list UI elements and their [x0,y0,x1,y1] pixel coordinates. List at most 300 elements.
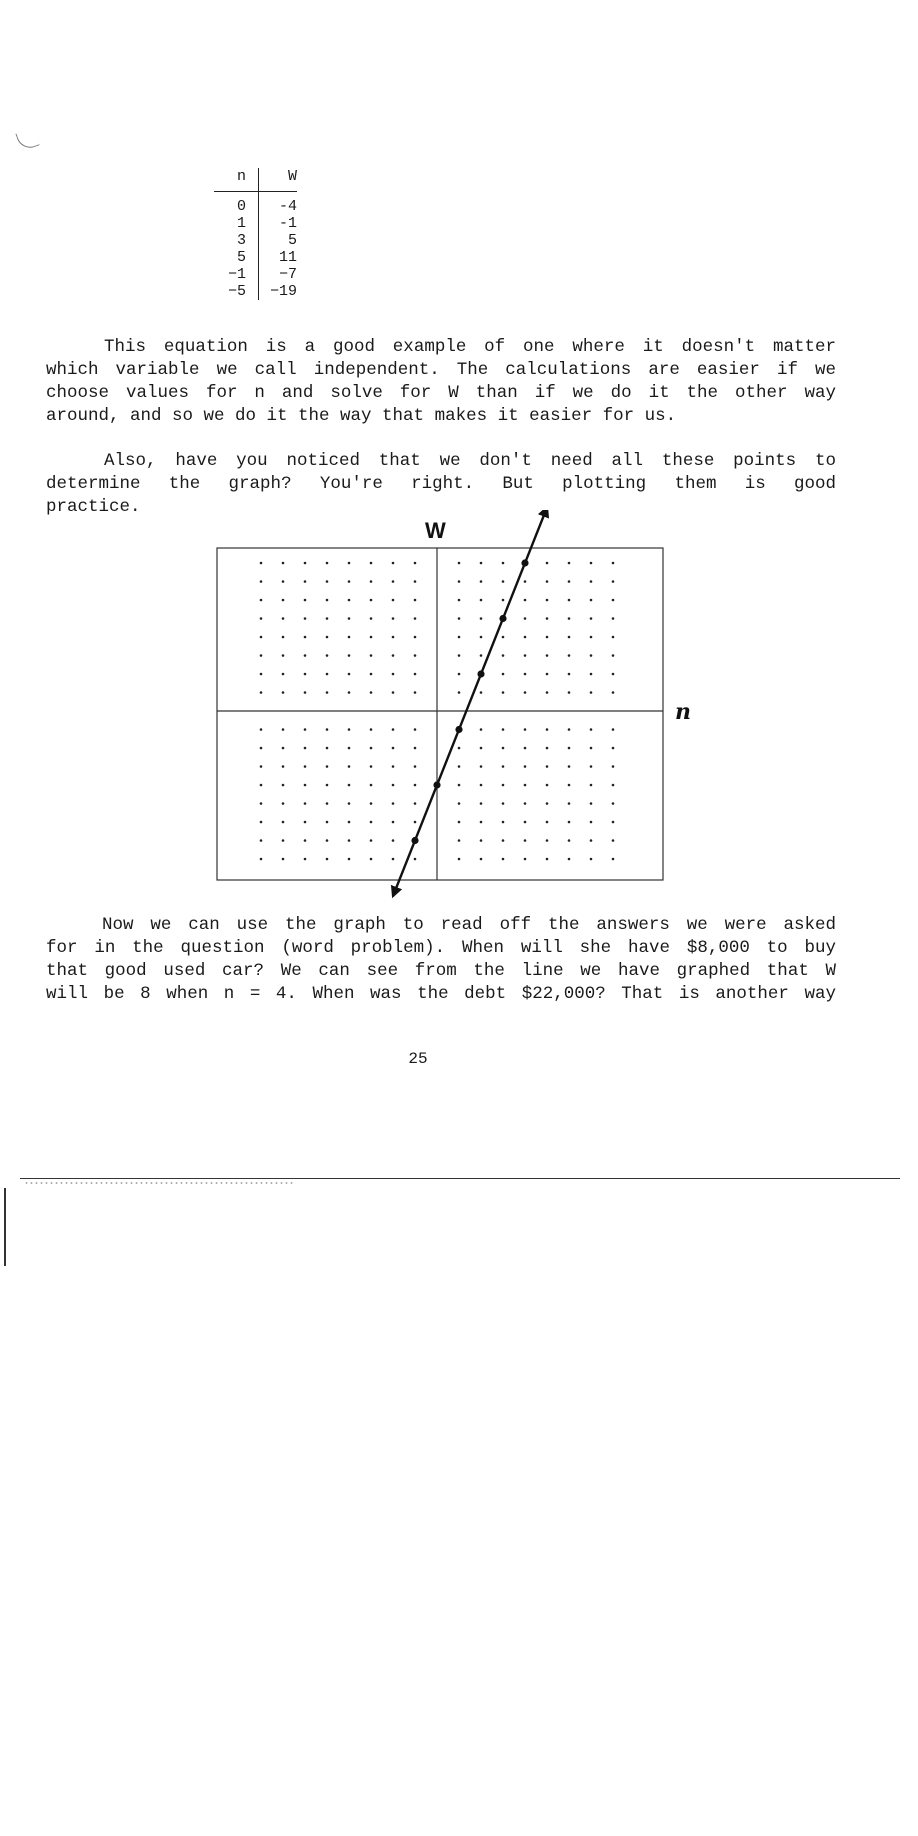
grid-dot [260,599,263,602]
grid-dot [502,784,505,787]
grid-dot [326,691,329,694]
grid-dot [546,858,549,861]
grid-dot [524,580,527,583]
grid-dot [304,858,307,861]
grid-dot [590,784,593,787]
grid-dot [458,636,461,639]
grid-dot [304,839,307,842]
text-line: Now we can use the graph to read off the answers we were asked [102,915,836,935]
scan-corner-mark [15,127,39,151]
grid-dot [304,617,307,620]
data-point [455,726,462,733]
grid-dot [370,617,373,620]
grid-dot [480,839,483,842]
grid-dot [458,858,461,861]
grid-dot [414,728,417,731]
grid-dot [260,617,263,620]
grid-dot [568,802,571,805]
grid-dot [260,839,263,842]
grid-dot [480,802,483,805]
grid-dot [370,858,373,861]
grid-dot [568,691,571,694]
grid-dot [414,599,417,602]
grid-dot [260,784,263,787]
grid-dot [524,599,527,602]
grid-dot [546,636,549,639]
grid-dot [568,654,571,657]
grid-dot [524,839,527,842]
grid-dot [612,599,615,602]
grid-dot [414,673,417,676]
graph-frame [217,548,663,880]
grid-dot [414,821,417,824]
grid-dot [546,617,549,620]
grid-dot [260,728,263,731]
grid-dot [458,802,461,805]
grid-dot [502,691,505,694]
grid-dot [260,673,263,676]
grid-dot [590,747,593,750]
grid-dot [612,802,615,805]
grid-dot [348,784,351,787]
grid-dot [348,580,351,583]
grid-dot [392,636,395,639]
table-row [214,192,297,216]
grid-dot [568,728,571,731]
paragraph-equation-example [46,336,836,428]
grid-dot [282,580,285,583]
text-line: around, and so we do it the way that makes it easier for us. [46,406,677,426]
grid-dot [480,636,483,639]
grid-dot [458,673,461,676]
grid-dot [392,673,395,676]
text-line: which variable we call independent. The calculations are easier if we [46,360,836,380]
grid-dot [414,562,417,565]
grid-dot [282,673,285,676]
grid-dot [304,728,307,731]
grid-dot [260,802,263,805]
grid-dot [392,747,395,750]
grid-dot [458,821,461,824]
grid-dot [304,784,307,787]
grid-dot [304,599,307,602]
grid-dot [546,747,549,750]
grid-dot [370,673,373,676]
grid-dot [480,617,483,620]
grid-dot [392,617,395,620]
grid-dot [546,839,549,842]
grid-dot [524,821,527,824]
grid-dot [502,599,505,602]
grid-dot [414,802,417,805]
grid-dot [260,654,263,657]
grid-dot [370,599,373,602]
grid-dot [480,728,483,731]
text-line: Also, have you noticed that we don't need all these points to [104,451,836,471]
grid-dot [590,562,593,565]
grid-dot [590,599,593,602]
grid-dot [502,839,505,842]
text-line: for in the question (word problem). When will she have $8,000 to buy [46,938,836,958]
grid-dot [568,636,571,639]
grid-dot [612,636,615,639]
grid-dot [392,654,395,657]
grid-dot [304,654,307,657]
grid-dot [392,839,395,842]
grid-dot [326,599,329,602]
grid-dot [524,728,527,731]
grid-dot [590,858,593,861]
grid-dot [458,580,461,583]
grid-dot [568,562,571,565]
grid-dot [304,691,307,694]
grid-dot [480,580,483,583]
grid-dot [392,784,395,787]
grid-dot [348,562,351,565]
grid-dot [392,599,395,602]
grid-dot [370,691,373,694]
grid-dot [502,673,505,676]
grid-dot [568,580,571,583]
table-row [214,266,297,283]
grid-dot [370,580,373,583]
grid-dot [612,765,615,768]
grid-dot [282,562,285,565]
grid-dot [348,858,351,861]
text-line: choose values for n and solve for W than if we do it the other way [46,383,836,403]
grid-dot [546,784,549,787]
line-graph [200,510,720,900]
grid-dot [282,784,285,787]
grid-dot [392,691,395,694]
grid-dot [304,802,307,805]
grid-dot [590,654,593,657]
grid-dot [480,784,483,787]
grid-dot [392,728,395,731]
cell-w: −7 [259,266,298,283]
table-row [214,215,297,232]
grid-dot [568,784,571,787]
grid-dot [502,580,505,583]
grid-dot [502,802,505,805]
grid-dot [414,747,417,750]
cell-w: -1 [259,215,298,232]
page-bottom-rule [20,1178,900,1179]
grid-dot [502,636,505,639]
grid-dot [370,821,373,824]
grid-dot [260,765,263,768]
grid-dot [524,654,527,657]
grid-dot [370,802,373,805]
grid-dot [524,636,527,639]
grid-dot [502,728,505,731]
grid-dot [612,747,615,750]
grid-dot [370,654,373,657]
grid-dot [590,821,593,824]
grid-dot [326,784,329,787]
grid-dot [568,858,571,861]
grid-dot [546,580,549,583]
grid-dot [414,858,417,861]
values-table-header [214,168,297,192]
grid-dot [458,839,461,842]
grid-dot [568,599,571,602]
grid-dot [282,636,285,639]
grid-dot [458,765,461,768]
grid-dot [414,784,417,787]
data-point [411,837,418,844]
grid-dot [458,599,461,602]
grid-dot [326,747,329,750]
grid-dot [304,636,307,639]
grid-dot [612,728,615,731]
grid-dot [370,636,373,639]
grid-dot [524,673,527,676]
grid-dot [568,765,571,768]
grid-dot [348,802,351,805]
grid-dot [370,765,373,768]
grid-dot [480,747,483,750]
grid-dot [282,802,285,805]
grid-dot [524,747,527,750]
grid-dot [348,617,351,620]
grid-dot [524,765,527,768]
cell-n: 0 [236,198,246,215]
grid-dot [260,821,263,824]
scan-margin-bar [4,1188,6,1266]
grid-dot [612,821,615,824]
grid-dot [612,562,615,565]
grid-dot [546,599,549,602]
grid-dot [590,839,593,842]
text-line: that good used car? We can see from the line we have graphed that W [46,961,836,981]
text-line: This equation is a good example of one where it doesn't matter [104,337,836,357]
grid-dot [524,784,527,787]
grid-dot [304,562,307,565]
grid-dot [348,728,351,731]
data-point [499,615,506,622]
cell-n: −1 [227,266,246,283]
grid-dot [392,562,395,565]
grid-dot [260,562,263,565]
grid-dot [480,821,483,824]
grid-dot [458,747,461,750]
grid-dot [282,691,285,694]
grid-dot [414,580,417,583]
data-point [521,559,528,566]
grid-dot [480,858,483,861]
y-axis-label: W [425,518,446,543]
grid-dot [348,691,351,694]
grid-dot [326,765,329,768]
grid-dot [282,858,285,861]
grid-dot [282,654,285,657]
grid-dot [326,636,329,639]
grid-dot [568,821,571,824]
grid-dot [348,673,351,676]
grid-dot [392,858,395,861]
grid-dot [458,654,461,657]
paragraph-points-question [46,450,836,519]
cell-n: 1 [236,215,246,232]
grid-dot [612,858,615,861]
grid-dot [282,839,285,842]
values-table [214,168,297,300]
grid-dot [304,747,307,750]
grid-dot [348,747,351,750]
grid-dot [348,599,351,602]
grid-dot [282,747,285,750]
grid-dot [480,562,483,565]
grid-dot [480,654,483,657]
grid-dot [260,636,263,639]
cell-n: 3 [236,232,246,249]
grid-dot [524,617,527,620]
grid-dot [370,728,373,731]
grid-dot [546,562,549,565]
grid-dot [414,691,417,694]
grid-dot [326,654,329,657]
data-series [393,510,547,896]
grid-dot [458,562,461,565]
grid-dot [370,839,373,842]
grid-dot [304,821,307,824]
grid-dot [590,673,593,676]
grid-dot [304,580,307,583]
page-number: 25 [408,1050,428,1068]
table-row [214,249,297,266]
grid-dot [480,765,483,768]
column-header-w: W [259,168,298,192]
text-line: practice. [46,497,141,517]
grid-dot [590,691,593,694]
grid-dot [458,691,461,694]
grid-dot [326,580,329,583]
grid-dot [260,858,263,861]
grid-dot [612,691,615,694]
grid-dot [546,728,549,731]
grid-dot [546,691,549,694]
grid-dot [546,654,549,657]
grid-dot [568,839,571,842]
grid-dot [546,802,549,805]
grid-dot [546,765,549,768]
data-point [477,670,484,677]
grid-dot [612,617,615,620]
grid-dot [458,617,461,620]
grid-dot [260,747,263,750]
grid-dot [348,654,351,657]
cell-n: −5 [227,283,246,300]
grid-dot [590,636,593,639]
x-axis-label: n [675,699,691,725]
grid-dot [590,617,593,620]
grid-dot [502,747,505,750]
grid-dot [612,654,615,657]
grid-dot [546,673,549,676]
grid-dot [414,617,417,620]
grid-dot [282,617,285,620]
grid-dot [260,580,263,583]
grid-dot [392,802,395,805]
grid-dot [326,617,329,620]
grid-dot [414,636,417,639]
grid-dot [282,765,285,768]
grid-dot [590,765,593,768]
paragraph-reading-graph [46,914,836,1006]
grid-dot [392,821,395,824]
grid-dot [568,617,571,620]
grid-dot [612,673,615,676]
grid-dot [568,747,571,750]
grid-dot [326,802,329,805]
grid-dot [612,580,615,583]
grid-dot [502,765,505,768]
cell-w: 11 [259,249,298,266]
grid-dot [326,858,329,861]
grid-dot [502,821,505,824]
text-line: determine the graph? You're right. But plotting them is good [46,474,836,494]
grid-dot [414,654,417,657]
cell-w: -4 [259,192,298,216]
grid-dot [568,673,571,676]
table-row [214,232,297,249]
cell-w: 5 [259,232,298,249]
grid-dot [370,747,373,750]
text-line: will be 8 when n = 4. When was the debt $22,000? That is another way [46,984,836,1004]
cell-w: −19 [259,283,298,300]
grid-dot [392,580,395,583]
grid-dot [590,728,593,731]
grid-dot [282,599,285,602]
grid-dot [480,691,483,694]
grid-dot [590,802,593,805]
grid-dot [546,821,549,824]
grid-dot [370,784,373,787]
grid-dot [282,821,285,824]
grid-dot [326,562,329,565]
grid-dot [502,654,505,657]
grid-dot [260,691,263,694]
grid-dot [414,765,417,768]
grid-dot [392,765,395,768]
grid-dot [524,802,527,805]
table-row [214,283,297,300]
grid-dot [458,784,461,787]
data-point [433,781,440,788]
cell-n: 5 [236,249,246,266]
grid-dot [348,839,351,842]
grid-dot [612,784,615,787]
grid-dot [326,839,329,842]
grid-dot [590,580,593,583]
grid-dot [326,728,329,731]
grid-dot [304,765,307,768]
grid-dot [524,691,527,694]
grid-dot [282,728,285,731]
grid-dot [480,599,483,602]
grid-dot [348,636,351,639]
grid-dot [502,562,505,565]
scan-noise [24,1181,294,1185]
grid-dot [326,673,329,676]
grid-dot [348,765,351,768]
grid-dot [370,562,373,565]
grid-dot [524,858,527,861]
grid-dot [326,821,329,824]
grid-dot [348,821,351,824]
grid-dot [502,858,505,861]
